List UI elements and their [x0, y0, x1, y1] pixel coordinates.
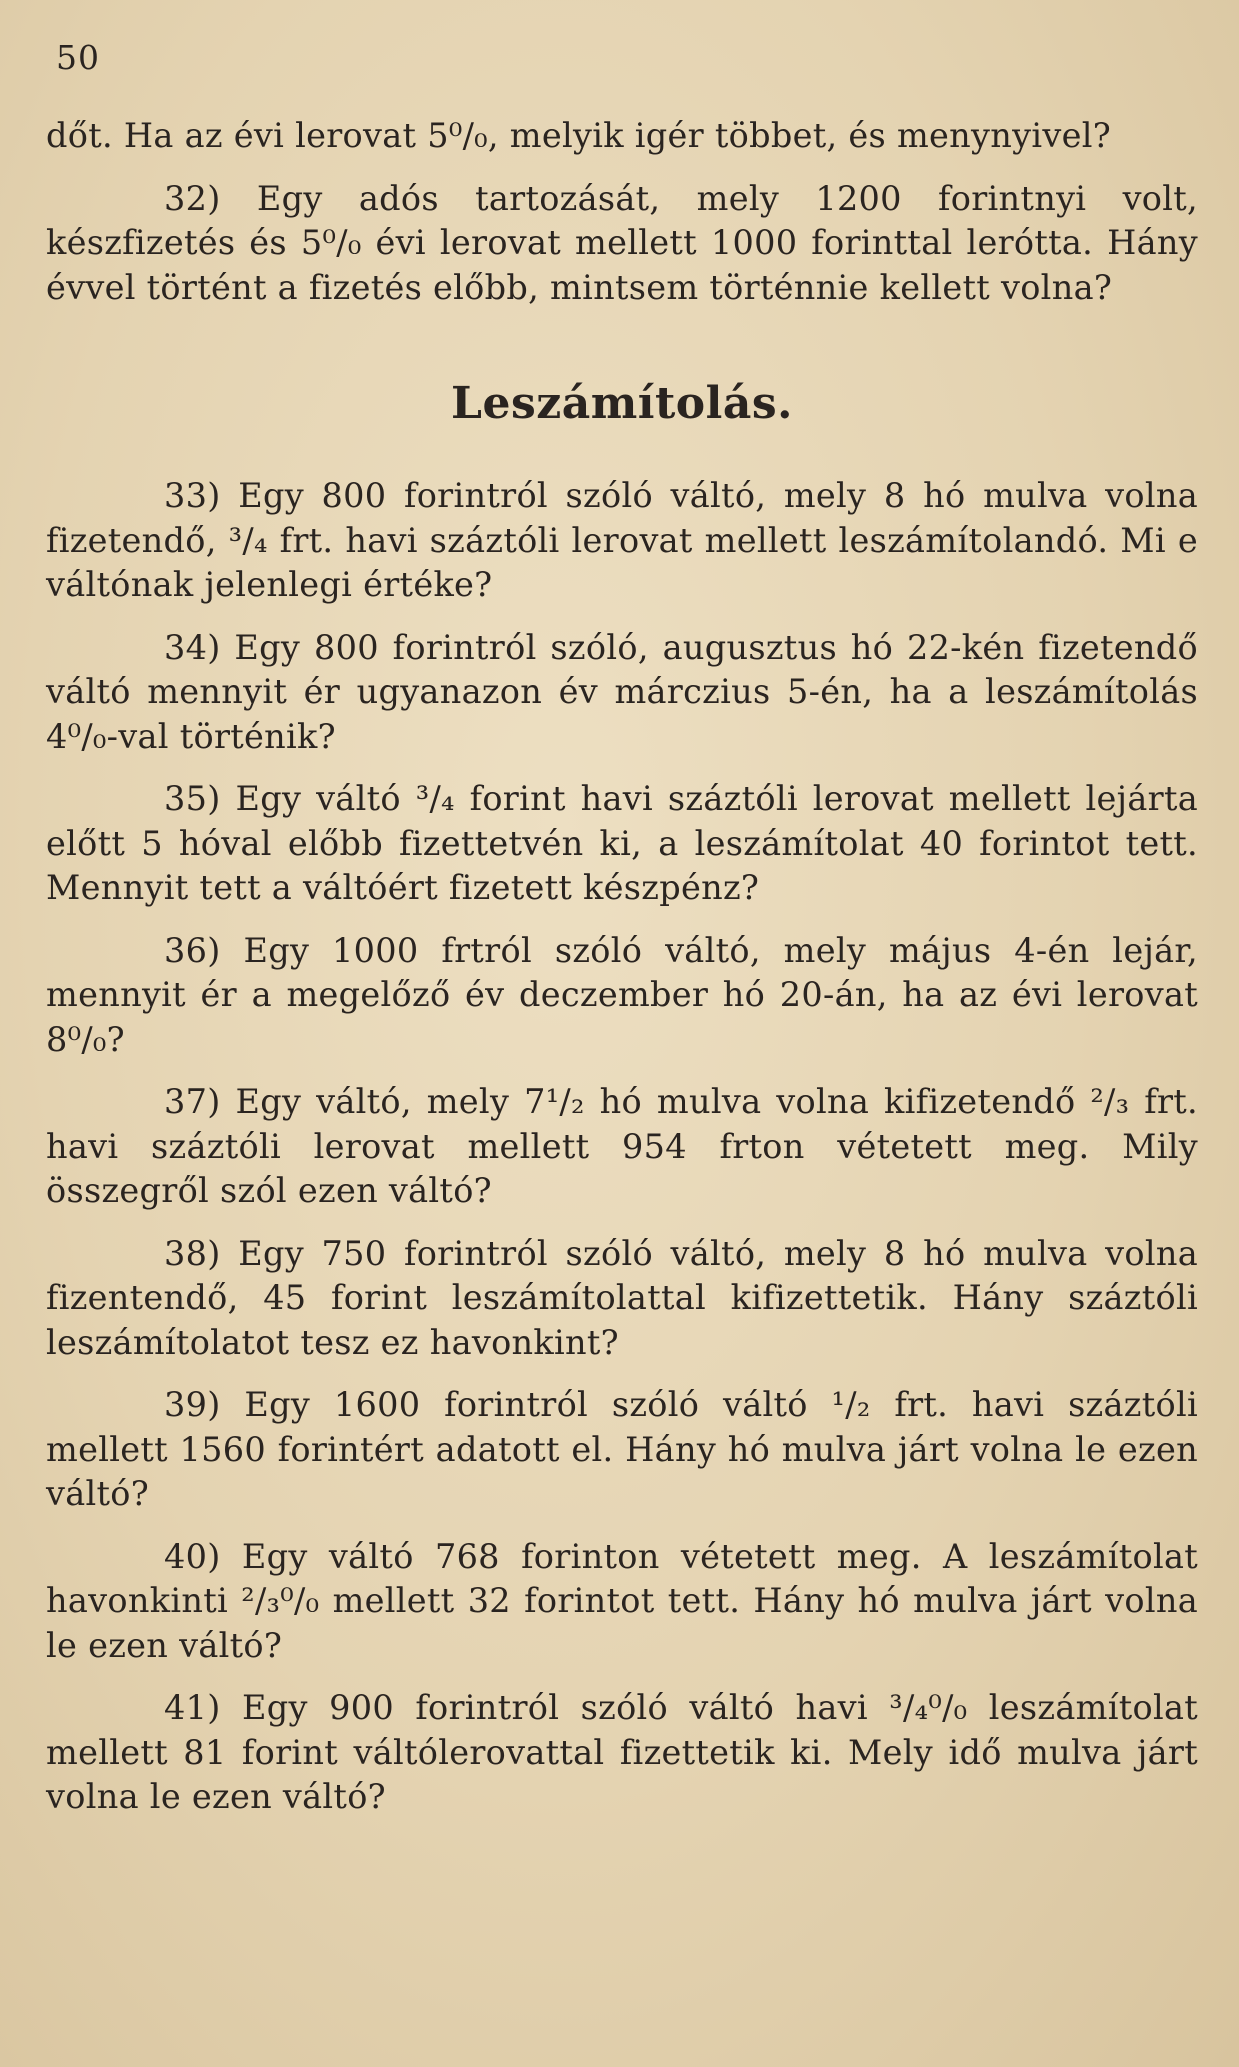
problem-36: 36) Egy 1000 frtról szóló váltó, mely május 4-én lejár, mennyit ér a megelőző év deczember hó 20-án, ha az évi lerovat 8⁰/₀? [46, 930, 1198, 1059]
page-number: 50 [56, 38, 100, 77]
problem-34: 34) Egy 800 forintról szóló, augusztus hó 22-kén fizetendő váltó mennyit ér ugyanazon év márczius 5-én, ha a leszámítolás 4⁰/₀-val történik? [46, 627, 1198, 756]
problem-32: 32) Egy adós tartozását, mely 1200 forintnyi volt, készfizetés és 5⁰/₀ évi lerovat mellett 1000 forinttal lerótta. Hány évvel történt a fizetés előbb, mintsem történnie kellett volna? [46, 178, 1198, 307]
problem-39: 39) Egy 1600 forintról szóló váltó ¹/₂ frt. havi száztóli mellett 1560 forintért adatott el. Hány hó mulva járt volna le ezen váltó? [46, 1385, 1198, 1513]
problem-40: 40) Egy váltó 768 forinton vétetett meg. A leszámítolat havonkinti ²/₃⁰/₀ mellett 32 forintot tett. Hány hó mulva járt volna le ezen váltó? [46, 1536, 1198, 1665]
problem-33: 33) Egy 800 forintról szóló váltó, mely 8 hó mulva volna fizetendő, ³/₄ frt. havi száztóli lerovat mellett leszámítolandó. Mi e váltónak jelenlegi értéke? [46, 476, 1198, 604]
page-content [46, 114, 1198, 1820]
problem-41: 41) Egy 900 forintról szóló váltó havi ³/₄⁰/₀ leszámítolat mellett 81 forint váltólerovattal fizettetik ki. Mely idő mulva járt volna le ezen váltó? [46, 1688, 1198, 1816]
problem-38: 38) Egy 750 forintról szóló váltó, mely 8 hó mulva volna fizentendő, 45 forint leszámítolattal kifizettetik. Hány száztóli leszámítolatot tesz ez havonkint? [46, 1233, 1198, 1362]
continued-paragraph: dőt. Ha az évi lerovat 5⁰/₀, melyik igér többet, és menynyivel? [46, 116, 1112, 155]
section-heading: Leszámítolás. [451, 378, 793, 429]
problem-35: 35) Egy váltó ³/₄ forint havi száztóli lerovat mellett lejárta előtt 5 hóval előbb fizettetvén ki, a leszámítolat 40 forintot tett. Mennyit tett a váltóért fizetett készpénz? [46, 779, 1198, 907]
problem-37: 37) Egy váltó, mely 7¹/₂ hó mulva volna kifizetendő ²/₃ frt. havi száztóli lerovat mellett 954 frton vétetett meg. Mily összegről szól ezen váltó? [46, 1082, 1198, 1210]
